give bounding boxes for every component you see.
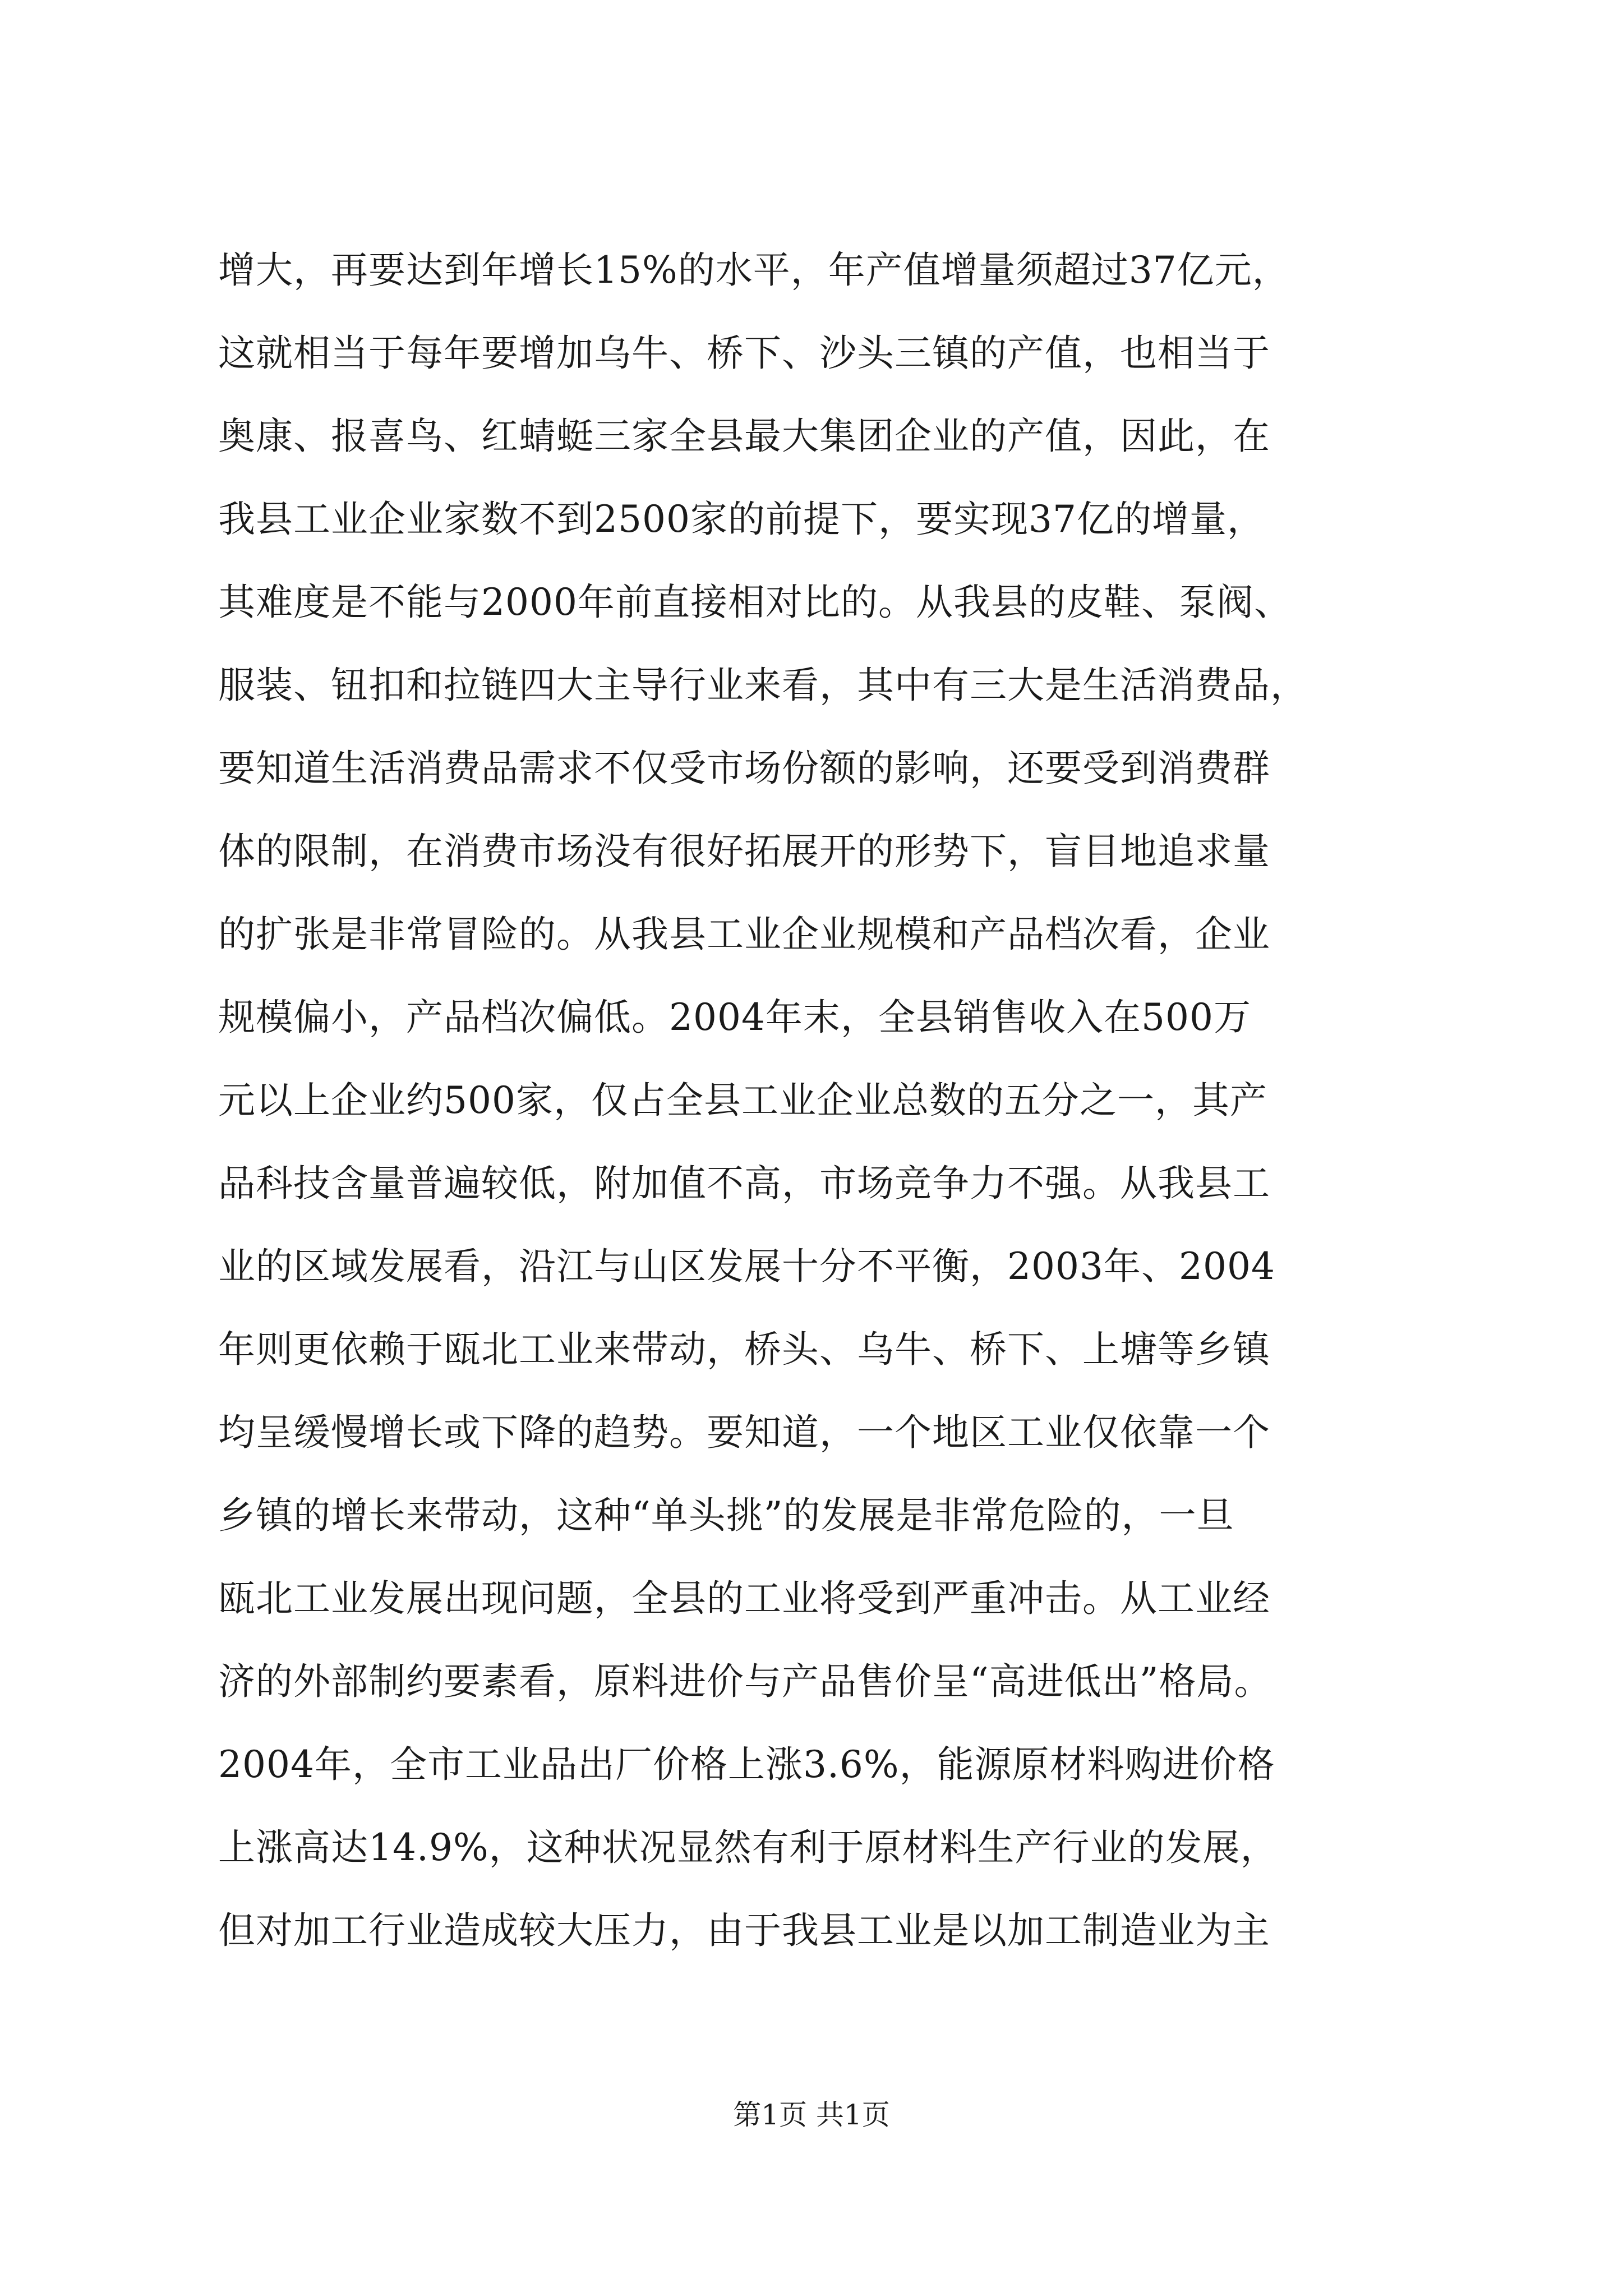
- text-line: 瓯北工业发展出现问题，全县的工业将受到严重冲击。从工业经: [218, 1577, 1270, 1620]
- body-paragraph: [218, 229, 1430, 1972]
- text-line: 品科技含量普遍较低，附加值不高，市场竞争力不强。从我县工: [218, 1162, 1270, 1205]
- text-line: 我县工业企业家数不到2500家的前提下，要实现37亿的增量，: [218, 498, 1265, 541]
- text-line: 上涨高达14.9%，这种状况显然有利于原材料生产行业的发展，: [218, 1826, 1278, 1869]
- text-line: 规模偏小，产品档次偏低。2004年末，全县销售收入在500万: [218, 996, 1251, 1039]
- text-line: 均呈缓慢增长或下降的趋势。要知道，一个地区工业仅依靠一个: [218, 1411, 1270, 1454]
- text-line: 但对加工行业造成较大压力，由于我县工业是以加工制造业为主: [218, 1909, 1270, 1952]
- text-line: 乡镇的增长来带动，这种“单头挑”的发展是非常危险的，一旦: [218, 1494, 1234, 1537]
- page-footer: [0, 2095, 1623, 2134]
- text-line: 体的限制，在消费市场没有很好拓展开的形势下，盲目地追求量: [218, 830, 1270, 873]
- text-line: 2004年，全市工业品出厂价格上涨3.6%，能源原材料购进价格: [218, 1743, 1275, 1786]
- text-line: 年则更依赖于瓯北工业来带动，桥头、乌牛、桥下、上塘等乡镇: [218, 1328, 1270, 1371]
- page-number-label: 第1页 共1页: [733, 2099, 890, 2131]
- text-line: 济的外部制约要素看，原料进价与产品售价呈“高进低出”格局。: [218, 1660, 1272, 1703]
- text-line: 这就相当于每年要增加乌牛、桥下、沙头三镇的产值，也相当于: [218, 332, 1270, 375]
- text-line: 要知道生活消费品需求不仅受市场份额的影响，还要受到消费群: [218, 747, 1270, 790]
- text-line: 服装、钮扣和拉链四大主导行业来看，其中有三大是生活消费品，: [218, 664, 1308, 707]
- text-line: 奥康、报喜鸟、红蜻蜓三家全县最大集团企业的产值，因此，在: [218, 415, 1270, 458]
- text-line: 业的区域发展看，沿江与山区发展十分不平衡，2003年、2004: [218, 1245, 1275, 1288]
- text-line: 其难度是不能与2000年前直接相对比的。从我县的皮鞋、泵阀、: [218, 581, 1292, 624]
- text-line: 元以上企业约500家，仅占全县工业企业总数的五分之一，其产: [218, 1079, 1267, 1122]
- text-line: 的扩张是非常冒险的。从我县工业企业规模和产品档次看，企业: [218, 913, 1270, 956]
- text-line: 增大，再要达到年增长15%的水平，年产值增量须超过37亿元，: [218, 249, 1290, 292]
